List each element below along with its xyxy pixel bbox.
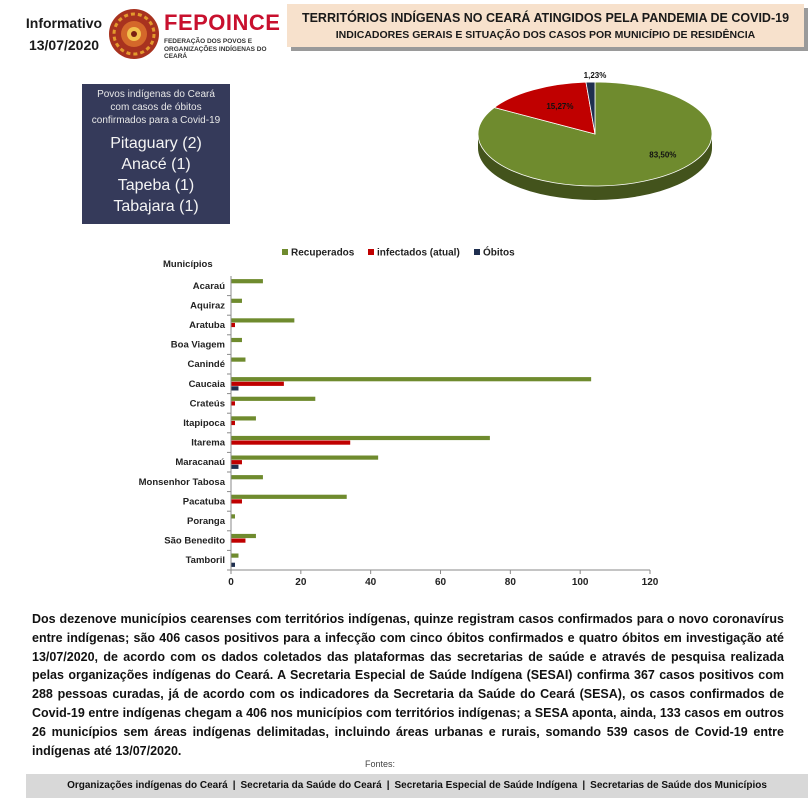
title-banner: [287, 4, 804, 47]
category-label: Itapipoca: [183, 418, 225, 429]
brand: [164, 10, 284, 61]
bar-recuperados: [232, 358, 246, 362]
bar--bitos: [232, 386, 239, 390]
x-tick-label: 60: [434, 577, 447, 588]
bar-infectados-atual-: [232, 401, 235, 405]
bar-recuperados: [232, 534, 256, 538]
category-label: Poranga: [186, 516, 225, 527]
bar-infectados-atual-: [232, 441, 351, 445]
y-axis-title: Municípios: [163, 259, 213, 270]
bar-recuperados: [232, 436, 490, 440]
x-tick-label: 0: [228, 577, 234, 588]
category-label: Boa Viagem: [170, 339, 225, 351]
pie-data-label: 15,27%: [546, 102, 574, 112]
category-label: Tamboril: [185, 555, 225, 567]
bar--bitos: [232, 563, 235, 567]
x-tick-label: 40: [365, 577, 377, 588]
source-item: Secretarias de Saúde dos Municípios: [590, 780, 767, 791]
category-label: São Benedito: [164, 535, 225, 547]
bar-recuperados: [232, 456, 379, 460]
source-item: Secretaria Especial de Saúde Indígena: [394, 780, 578, 791]
bar-recuperados: [232, 416, 256, 420]
bar-infectados-atual-: [232, 499, 242, 503]
povos-item: Tapeba (1): [117, 177, 195, 194]
fepoince-logo-icon: [108, 8, 160, 60]
info-date: 13/07/2020: [28, 37, 100, 53]
category-label: Canindé: [187, 359, 225, 371]
legend-label: infectados (atual): [377, 247, 460, 259]
category-label: Maracanaú: [175, 457, 225, 469]
org-name: FEPOINCE: [164, 10, 281, 35]
page-title: TERRITÓRIOS INDÍGENAS NO CEARÁ ATINGIDOS PELA PANDEMIA DE COVID-19: [301, 11, 790, 25]
bar-recuperados: [232, 397, 316, 401]
category-label: Caucaia: [188, 378, 225, 390]
bar-recuperados: [232, 554, 239, 558]
category-label: Itarema: [191, 437, 225, 449]
povos-box: [82, 84, 230, 224]
povos-item: Anacé (1): [121, 156, 191, 173]
bar--bitos: [232, 465, 239, 469]
info-label: Informativo: [25, 15, 103, 31]
bar-infectados-atual-: [232, 460, 242, 464]
x-tick-label: 80: [504, 577, 516, 588]
bar-recuperados: [232, 338, 242, 342]
pie-data-label: 83,50%: [649, 150, 677, 160]
fontes-label: Fontes:: [364, 759, 395, 769]
legend-swatch: [474, 249, 480, 255]
bar-infectados-atual-: [232, 421, 235, 425]
bar-recuperados: [232, 514, 235, 518]
info-block: [22, 12, 106, 56]
x-tick-label: 20: [295, 577, 307, 588]
category-label: Pacatuba: [182, 496, 225, 508]
sources-bar: Organizações indígenas do Ceará | Secretaria da Saúde do Ceará | Secretaria Especial de Saúde Indígena | Secretarias de Saúde dos Municípios: [26, 774, 808, 798]
legend-swatch: [282, 249, 288, 255]
category-label: Crateús: [189, 398, 225, 410]
category-label: Monsenhor Tabosa: [138, 476, 225, 488]
povos-caption: Povos indígenas do Ceará com casos de óbitos confirmados para a Covid-19: [91, 89, 221, 126]
povos-item: Pitaguary (2): [110, 135, 202, 152]
bar-recuperados: [232, 495, 347, 499]
legend-swatch: [368, 249, 374, 255]
bar-chart: [110, 238, 670, 590]
category-label: Acaraú: [192, 280, 225, 292]
legend-label: Recuperados: [291, 247, 355, 259]
x-tick-label: 100: [571, 577, 589, 588]
category-label: Aquiraz: [190, 300, 225, 312]
bar-recuperados: [232, 475, 263, 479]
source-item: Secretaria da Saúde do Ceará: [240, 780, 382, 791]
bar-infectados-atual-: [232, 323, 235, 327]
pie-chart: [460, 72, 730, 212]
org-subtitle: FEDERAÇÃO DOS POVOS E ORGANIZAÇÕES INDÍGENAS DO CEARÁ: [164, 38, 267, 60]
x-tick-label: 120: [641, 577, 659, 588]
bar-infectados-atual-: [232, 382, 284, 386]
page-subtitle: INDICADORES GERAIS E SITUAÇÃO DOS CASOS POR MUNICÍPIO DE RESIDÊNCIA: [335, 29, 756, 41]
povos-list: [82, 133, 230, 217]
legend-label: Óbitos: [483, 247, 515, 259]
pie-data-label: 1,23%: [583, 72, 607, 80]
bar-recuperados: [232, 318, 295, 322]
source-item: Organizações indígenas do Ceará: [67, 780, 228, 791]
povos-item: Tabajara (1): [113, 198, 199, 215]
bar-infectados-atual-: [232, 539, 246, 543]
bar-recuperados: [232, 377, 592, 381]
summary-paragraph: Dos dezenove municípios cearenses com territórios indígenas, quinze registram casos confirmados para o novo coronavírus entre indígenas; são 406 casos positivos para a infecção com cinco óbitos confirmados e quatro óbitos em investigação até 13/07/2020, de acordo com os dados coletados das plataformas das secretarias de saúde e através de pesquisa realizada pelas organizações indígenas do Ceará. A Secretaria Especial de Saúde Indígena (SESAI) confirma 367 casos positivos com 288 pessoas curadas, já de acordo com os indicadores da Secretaria da Saúde do Ceará (SESA), os casos confirmados de Covid-19 entre indígenas chegam a 406 nos municípios com territórios indígenas; a SESA aponta, ainda, 133 casos em outros 26 municípios sem áreas indígenas delimitadas, incluindo áreas urbanas e rurais, somando 539 casos de Covid-19 entre indígenas até 13/07/2020.: [32, 612, 784, 758]
category-label: Aratuba: [189, 320, 225, 331]
bar-recuperados: [232, 279, 263, 283]
bar-recuperados: [232, 299, 242, 303]
